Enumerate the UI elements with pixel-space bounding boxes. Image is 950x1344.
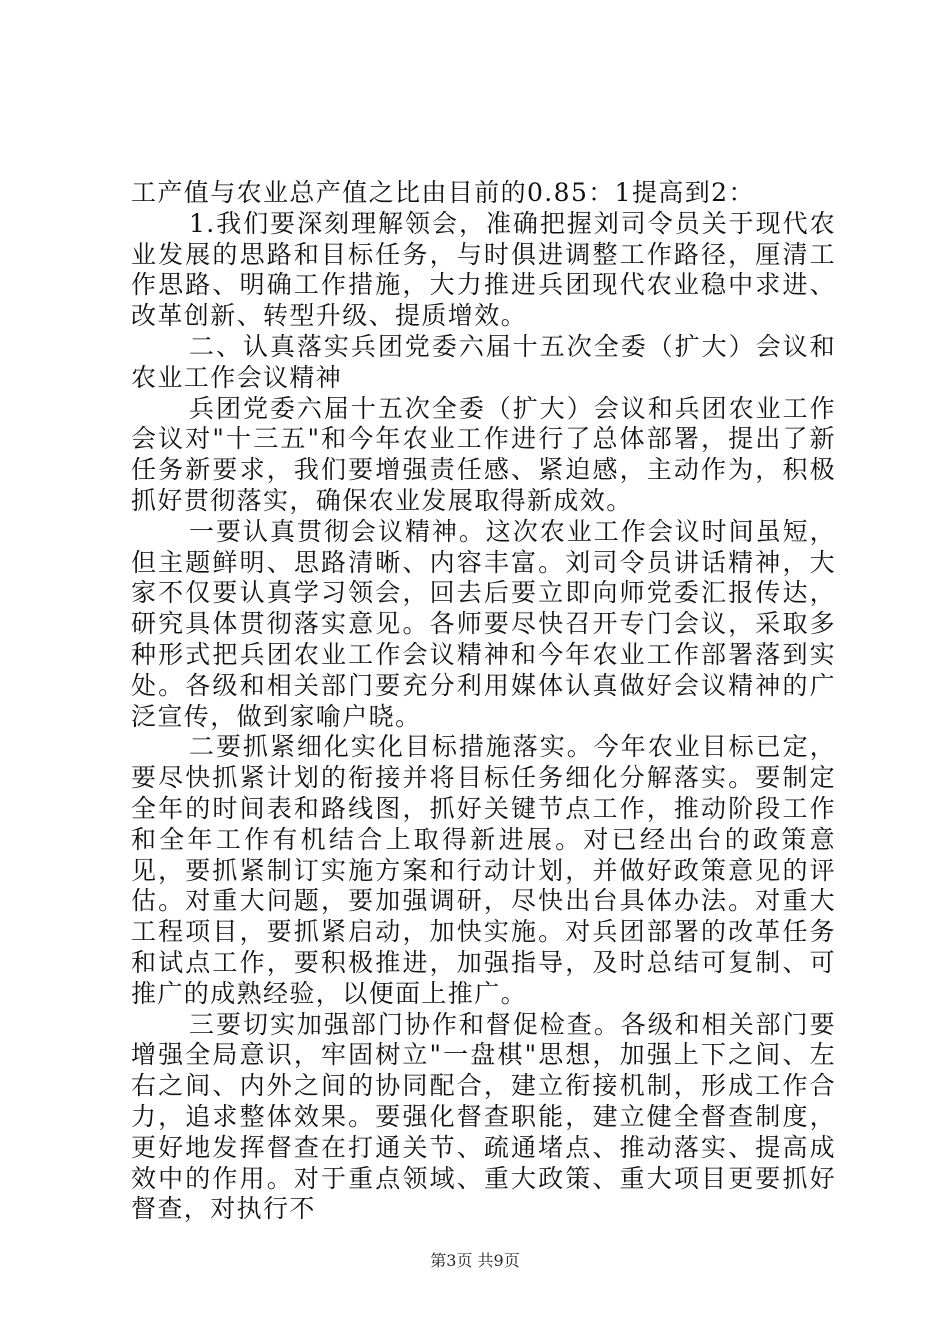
paragraph-5: 一要认真贯彻会议精神。这次农业工作会议时间虽短，但主题鲜明、思路清晰、内容丰富。刘司令员讲话精神，大家不仅要认真学习领会，回去后要立即向师党委汇报传达，研究具体贯彻落实意见。各师要尽快召开专门会议，采取多种形式把兵团农业工作会议精神和今年农业工作部署落到实处。各级和相关部门要充分利用媒体认真做好会议精神的广泛宣传，做到家喻户晓。 — [131, 516, 836, 731]
page-footer: 第3页 共9页 — [430, 1251, 520, 1270]
paragraph-4: 兵团党委六届十五次全委（扩大）会议和兵团农业工作会议对"十三五"和今年农业工作进行了总体部署，提出了新任务新要求，我们要增强责任感、紧迫感，主动作为，积极抓好贯彻落实，确保农业发展取得新成效。 — [131, 393, 836, 515]
paragraph-1: 工产值与农业总产值之比由目前的0.85：1提高到2： — [131, 178, 755, 207]
section-heading: 二、认真落实兵团党委六届十五次全委（扩大）会议和农业工作会议精神 — [131, 331, 836, 392]
paragraph-7: 三要切实加强部门协作和督促检查。各级和相关部门要增强全局意识，牢固树立"一盘棋"思想，加强上下之间、左右之间、内外之间的协同配合，建立衔接机制，形成工作合力，追求整体效果。要强化督查职能，建立健全督查制度，更好地发挥督查在打通关节、疏通堵点、推动落实、提高成效中的作用。对于重点领域、重大政策、重大项目更要抓好督查，对执行不 — [131, 1009, 836, 1224]
paragraph-2: 1.我们要深刻理解领会，准确把握刘司令员关于现代农业发展的思路和目标任务，与时俱进调整工作路径，厘清工作思路、明确工作措施，大力推进兵团现代农业稳中求进、改革创新、转型升级、提质增效。 — [131, 208, 836, 331]
document-body — [131, 178, 836, 1225]
paragraph-6: 二要抓紧细化实化目标措施落实。今年农业目标已定，要尽快抓紧计划的衔接并将目标任务细化分解落实。要制定全年的时间表和路线图，抓好关键节点工作，推动阶段工作和全年工作有机结合上取得新进展。对已经出台的政策意见，要抓紧制订实施方案和行动计划，并做好政策意见的评估。对重大问题，要加强调研，尽快出台具体办法。对重大工程项目，要抓紧启动，加快实施。对兵团部署的改革任务和试点工作，要积极推进，加强指导，及时总结可复制、可推广的成熟经验，以便面上推广。 — [131, 732, 836, 1008]
